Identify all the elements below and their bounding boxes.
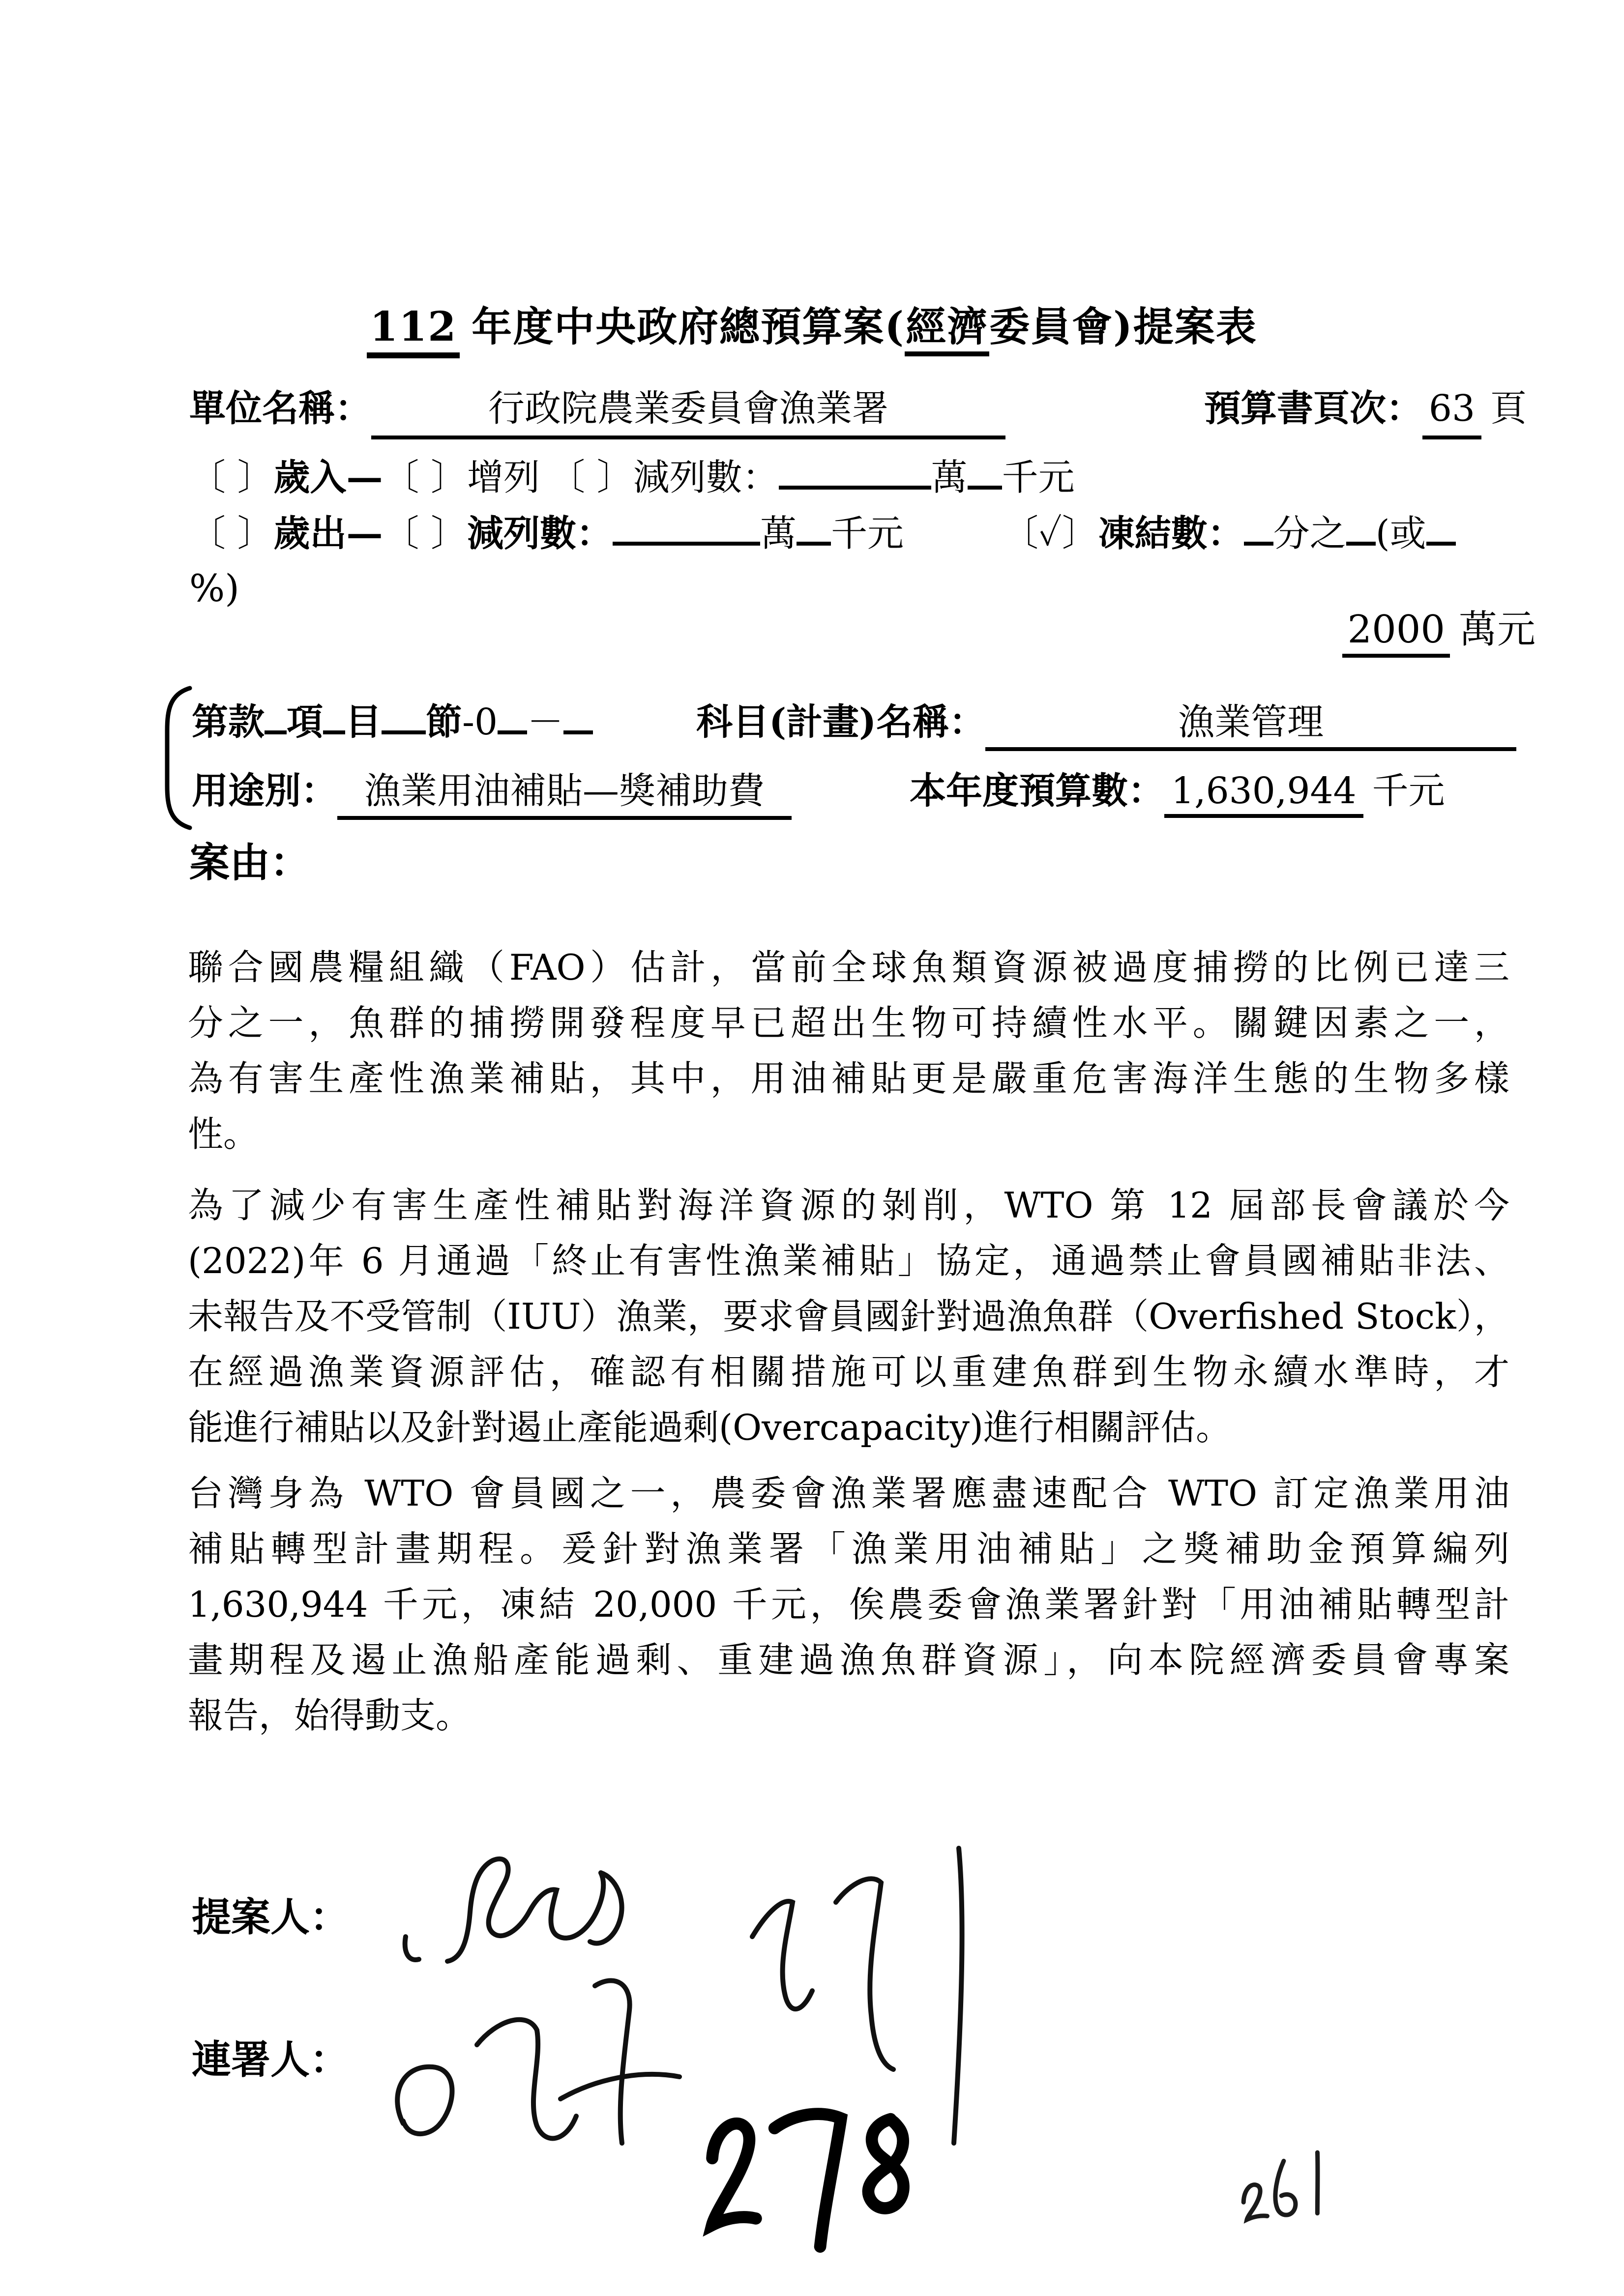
proposer-label: 提案人： bbox=[192, 1894, 349, 1940]
item-dash: － bbox=[527, 701, 564, 743]
subject-value: 漁業管理 bbox=[985, 693, 1516, 751]
expense-thousand-blank bbox=[797, 507, 831, 546]
handwritten-page-number bbox=[685, 2080, 927, 2261]
freeze-blank-1 bbox=[1244, 507, 1273, 546]
revenue-label: 歲入— bbox=[273, 456, 383, 499]
cause-heading: 案由： bbox=[189, 839, 311, 886]
paragraph-2 bbox=[188, 1178, 1509, 1455]
item-kuan: 第款 bbox=[192, 701, 265, 743]
item-blank-1 bbox=[265, 696, 287, 734]
revenue-checkbox: 〔 〕 bbox=[189, 456, 274, 499]
paragraph-line: 能進行補貼以及針對遏止產能過剩(Overcapacity)進行相關評估。 bbox=[188, 1407, 1232, 1448]
item-blank-4 bbox=[498, 696, 527, 734]
budget-page-suffix: 頁 bbox=[1490, 387, 1527, 430]
usage-value: 漁業用油補貼—獎補助費 bbox=[337, 762, 792, 820]
paragraph-line: 聯合國農糧組織（FAO）估計，當前全球魚類資源被過度捕撈的比例已達三 bbox=[188, 947, 1509, 988]
item-blank-5 bbox=[563, 696, 593, 734]
unit-name-label: 單位名稱： bbox=[189, 387, 371, 430]
item-mu: 目 bbox=[345, 701, 382, 743]
title-seg2: 委員會)提案表 bbox=[989, 303, 1257, 350]
budget-total-unit: 千元 bbox=[1372, 770, 1445, 812]
budget-page-label: 預算書頁次： bbox=[1204, 387, 1422, 430]
revenue-cut-label: 減列數： bbox=[633, 456, 779, 499]
revenue-add-checkbox: 〔 〕 bbox=[383, 456, 468, 499]
item-jie: 節 bbox=[426, 701, 462, 743]
percent-row: %) bbox=[189, 566, 239, 610]
expense-amount-blank bbox=[613, 507, 760, 546]
title-year: 112 bbox=[367, 303, 460, 358]
paragraph-3 bbox=[188, 1466, 1509, 1744]
left-bracket-glyph bbox=[157, 684, 197, 832]
expense-row bbox=[189, 507, 1456, 558]
paragraph-line: 補貼轉型計畫期程。爰針對漁業署「漁業用油補貼」之獎補助金預算編列 bbox=[188, 1528, 1509, 1569]
expense-cut-label: 減列數： bbox=[467, 512, 613, 555]
expense-wan: 萬 bbox=[760, 512, 797, 555]
budget-total-label: 本年度預算數： bbox=[910, 770, 1164, 812]
budget-page-value: 63 bbox=[1422, 383, 1481, 439]
paragraph-1 bbox=[188, 940, 1509, 1162]
item-jie-suffix: -0 bbox=[462, 701, 498, 743]
usage-label: 用途別： bbox=[192, 770, 337, 812]
item-blank-3 bbox=[382, 696, 426, 734]
expense-label: 歲出— bbox=[273, 512, 383, 555]
paragraph-line: 在經過漁業資源評估，確認有相關措施可以重建魚群到生物永續水準時，才 bbox=[188, 1351, 1509, 1393]
item-blank-2 bbox=[323, 696, 345, 734]
frozen-amount bbox=[1342, 599, 1535, 658]
budget-page-info bbox=[1204, 383, 1527, 439]
paragraph-line: 畫期程及遏止漁船產能過剩、重建過漁魚群資源」，向本院經濟委員會專案 bbox=[188, 1639, 1509, 1681]
budget-item-block bbox=[157, 684, 1524, 832]
freeze-blank-3 bbox=[1426, 507, 1456, 546]
paragraph-line: 為有害生產性漁業補貼，其中，用油補貼更是嚴重危害海洋生態的生物多樣 bbox=[188, 1058, 1509, 1099]
revenue-cut-checkbox: 〔 〕 bbox=[549, 456, 633, 499]
title-seg1: 年度中央政府總預算案( bbox=[472, 303, 905, 350]
frozen-amount-value: 2000 bbox=[1342, 608, 1450, 658]
revenue-qianyuan: 千元 bbox=[1002, 456, 1075, 499]
paragraph-line: 為了減少有害生產性補貼對海洋資源的剝削，WTO 第 12 屆部長會議於今 bbox=[188, 1185, 1509, 1226]
freeze-blank-2 bbox=[1346, 507, 1376, 546]
expense-qianyuan: 千元 bbox=[831, 512, 904, 555]
handwritten-corner-number bbox=[1225, 2132, 1356, 2228]
expense-cut-checkbox: 〔 〕 bbox=[383, 512, 468, 555]
document-title bbox=[0, 295, 1624, 352]
cosigner-signature bbox=[364, 1947, 698, 2178]
freeze-fenzhi: 分之 bbox=[1273, 512, 1346, 555]
paragraph-line: (2022)年 6 月通過「終止有害性漁業補貼」協定，通過禁止會員國補貼非法、 bbox=[188, 1240, 1509, 1281]
revenue-thousand-blank bbox=[968, 451, 1002, 490]
unit-name-value: 行政院農業委員會漁業署 bbox=[371, 383, 1005, 439]
paragraph-line: 1,630,944 千元，凍結 20,000 千元，俟農委會漁業署針對「用油補貼轉型計 bbox=[188, 1584, 1509, 1625]
paragraph-line: 性。 bbox=[188, 1113, 259, 1155]
title-committee-underlined: 經濟 bbox=[905, 303, 989, 356]
unit-name-row bbox=[189, 383, 1527, 439]
item-xiang: 項 bbox=[287, 701, 323, 743]
paragraph-line: 分之一，魚群的捕撈開發程度早已超出生物可持續性水平。關鍵因素之一， bbox=[188, 1002, 1509, 1044]
revenue-add-label: 增列 bbox=[467, 456, 540, 499]
expense-checkbox: 〔 〕 bbox=[189, 512, 274, 555]
freeze-huo: (或 bbox=[1375, 512, 1426, 555]
frozen-amount-unit: 萬元 bbox=[1458, 608, 1535, 652]
subject-label: 科目(計畫)名稱： bbox=[696, 701, 986, 743]
revenue-row bbox=[189, 451, 1075, 502]
revenue-wan: 萬 bbox=[931, 456, 968, 499]
item-number-line bbox=[192, 693, 1516, 751]
paragraph-line: 台灣身為 WTO 會員國之一，農委會漁業署應盡速配合 WTO 訂定漁業用油 bbox=[188, 1473, 1509, 1514]
cosigner-label: 連署人： bbox=[192, 2036, 349, 2083]
freeze-checked-checkbox: 〔✓〕 bbox=[1002, 512, 1098, 555]
usage-line bbox=[192, 762, 1445, 820]
revenue-amount-blank bbox=[779, 451, 931, 490]
paragraph-line: 未報告及不受管制（IUU）漁業，要求會員國針對過漁魚群（Overfished Stock）， bbox=[188, 1296, 1509, 1337]
budget-total-value: 1,630,944 bbox=[1164, 770, 1363, 818]
freeze-label: 凍結數： bbox=[1098, 512, 1244, 555]
paragraph-line: 報告，始得動支。 bbox=[188, 1695, 472, 1736]
